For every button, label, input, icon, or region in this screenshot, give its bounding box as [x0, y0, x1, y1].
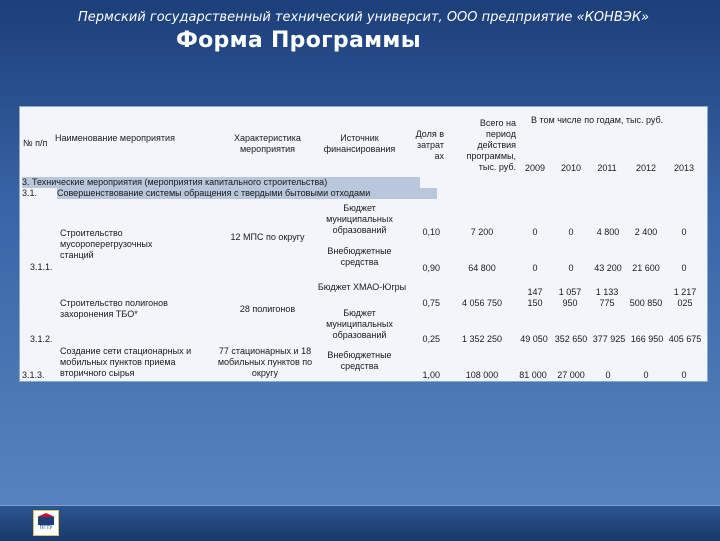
row-2013: 0	[681, 263, 687, 273]
footer-bar	[0, 505, 720, 541]
row-characteristic: 12 МПС по округу	[230, 232, 305, 242]
row-source: Бюджет муниципальных образований	[326, 308, 393, 340]
slide-title: Форма Программы	[176, 28, 421, 53]
header-characteristic: Характеристика мероприятия	[234, 133, 301, 154]
row-2011: 1 133 775	[595, 287, 619, 308]
row-2012: 21 600	[632, 263, 660, 273]
row-2010: 352 650	[554, 334, 588, 344]
building-icon	[34, 512, 58, 526]
header-total: Всего на период действия программы, тыс. руб.	[466, 118, 516, 172]
row-2009: 81 000	[519, 370, 547, 380]
row-2012: 0	[643, 370, 649, 380]
row-source: Внебюджетные средства	[327, 350, 392, 371]
subsection-title: Совершенствование системы обращения с твердыми бытовыми отходами	[57, 188, 437, 199]
row-share: 0,25	[422, 334, 440, 344]
row-2010: 1 057 950	[558, 287, 582, 308]
row-2011: 4 800	[596, 227, 620, 237]
row-number: 3.1.1.	[30, 262, 53, 272]
row-2010: 0	[568, 227, 574, 237]
row-characteristic: 77 стационарных и 18 мобильных пунктов по округу	[217, 346, 313, 378]
header-2012: 2012	[635, 163, 657, 173]
row-characteristic: 28 полигонов	[239, 304, 296, 314]
subsection-number: 3.1.	[22, 188, 38, 198]
row-2011: 0	[605, 370, 611, 380]
header-source: Источник финансирования	[323, 133, 396, 154]
row-2013: 1 217 025	[673, 287, 697, 308]
row-2013: 405 675	[668, 334, 702, 344]
header-2009: 2009	[524, 163, 546, 173]
row-share: 0,75	[422, 298, 440, 308]
header-share: Доля в затрат ах	[415, 129, 444, 161]
header-years-caption: В том числе по годам, тыс. руб.	[531, 115, 664, 125]
row-2013: 0	[681, 227, 687, 237]
university-logo	[33, 510, 59, 536]
row-name: Строительство мусороперегрузочных станций	[60, 228, 153, 260]
row-name: Строительство полигонов захоронения ТБО*	[60, 298, 168, 319]
row-source: Бюджет ХМАО-Югры	[317, 282, 407, 292]
header-num: № п/п	[23, 138, 48, 148]
row-total: 1 352 250	[461, 334, 503, 344]
row-2013: 0	[681, 370, 687, 380]
row-2009: 0	[532, 227, 538, 237]
row-2010: 0	[568, 263, 574, 273]
row-source: Бюджет муниципальных образований	[326, 203, 393, 235]
row-total: 7 200	[470, 227, 494, 237]
row-source: Внебюджетные средства	[327, 246, 392, 267]
header-2013: 2013	[673, 163, 695, 173]
row-number: 3.1.3.	[22, 370, 45, 380]
row-2011: 377 925	[592, 334, 626, 344]
footer-text: Пермский государственный технический университ, ООО предприятие «КОНВЭК»	[78, 10, 650, 25]
row-share: 0,10	[422, 227, 440, 237]
row-share: 1,00	[422, 370, 440, 380]
header-2011: 2011	[597, 163, 617, 173]
logo-text: ПГТУ	[39, 525, 53, 531]
row-total: 64 800	[468, 263, 496, 273]
row-number: 3.1.2.	[30, 334, 53, 344]
row-total: 108 000	[465, 370, 499, 380]
header-2010: 2010	[560, 163, 582, 173]
row-total: 4 056 750	[461, 298, 503, 308]
row-share: 0,90	[422, 263, 440, 273]
row-2012: 2 400	[634, 227, 658, 237]
row-2010: 27 000	[557, 370, 585, 380]
row-2011: 43 200	[594, 263, 622, 273]
section-title: 3. Технические мероприятия (мероприятия капитального строительства)	[22, 177, 420, 188]
row-2009: 0	[532, 263, 538, 273]
header-name: Наименование мероприятия	[55, 133, 175, 143]
row-2012: 500 850	[629, 298, 663, 308]
row-2012: 166 950	[630, 334, 664, 344]
row-name: Создание сети стационарных и мобильных пунктов приема вторичного сырья	[60, 346, 192, 378]
row-2009: 147 150	[527, 287, 543, 308]
row-2009: 49 050	[520, 334, 548, 344]
